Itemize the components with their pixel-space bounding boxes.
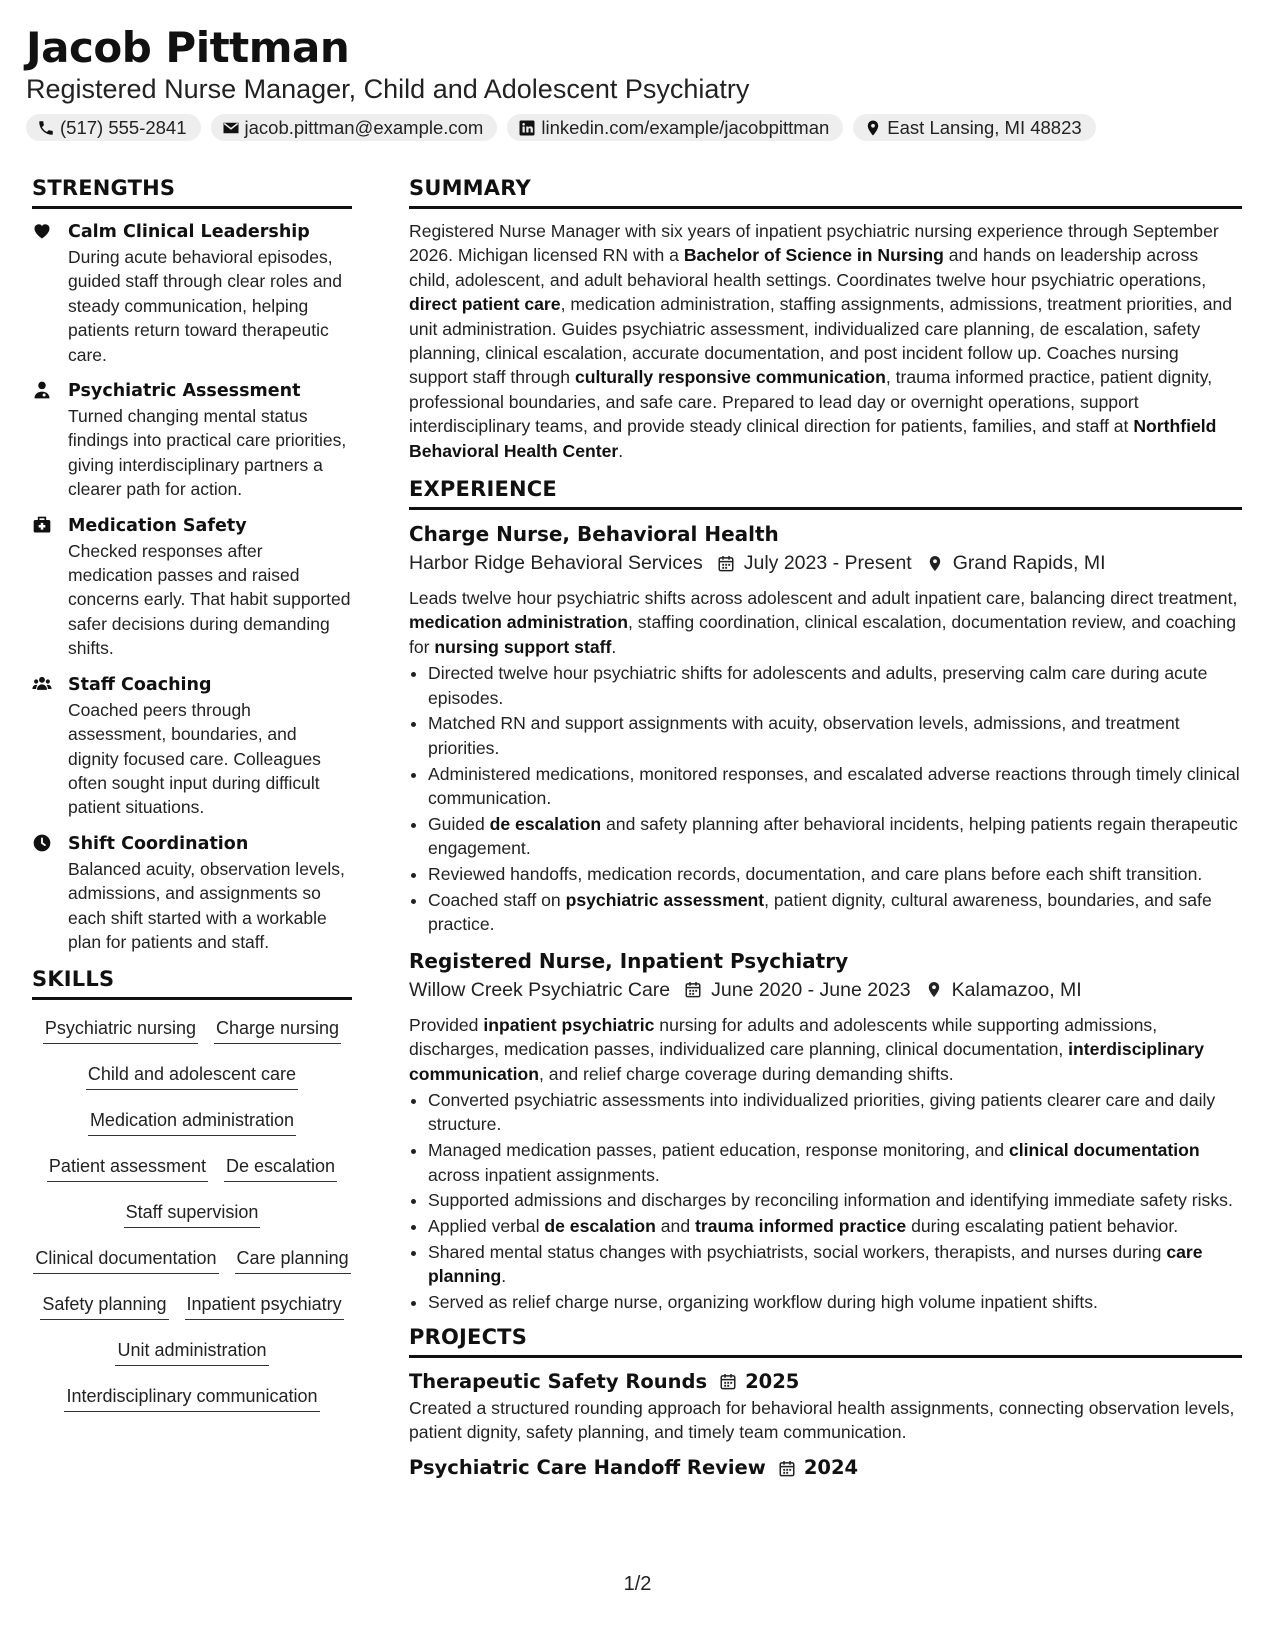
project-year: 2024 [803,1456,859,1480]
strength-text: Turned changing mental status findings into practical care priorities, giving interdisciplinary partners a clearer path for action. [68,406,347,500]
skill-tag: Charge nursing [214,1014,341,1044]
skill-tag: Medication administration [88,1106,296,1136]
project-title: Therapeutic Safety Rounds [409,1369,708,1393]
heart-icon [32,221,52,241]
job-title: Registered Nurse, Inpatient Psychiatry [409,948,849,973]
skills-list [32,1014,352,1428]
page-number: 1/2 [623,1573,652,1595]
project-header [409,1454,1242,1482]
project-entry [409,1368,1242,1445]
job-bullets [409,1088,1242,1315]
strengths-heading: STRENGTHS [32,176,352,209]
strength-item [32,513,352,661]
summary-heading: SUMMARY [409,176,1242,209]
job-bullet: • Supported admissions and discharges by reconciling information and identifying immediate safety risks. [428,1188,1242,1212]
location-icon [864,119,882,137]
strength-title: Calm Clinical Leadership [68,222,310,242]
job-title: Charge Nurse, Behavioral Health [409,522,779,547]
contact-email-text: jacob.pittman@example.com [244,116,484,138]
skill-tag: Staff supervision [124,1198,261,1228]
candidate-name: Jacob Pittman [26,23,350,72]
job-bullet: • Managed medication passes, patient education, response monitoring, and clinical documentation across inpatient assignments. [428,1138,1242,1187]
skill-tag: Inpatient psychiatry [185,1290,344,1320]
job-dates: July 2023 - Present [743,552,912,575]
strength-title: Shift Coordination [68,833,249,854]
skill-tag: Psychiatric nursing [43,1014,198,1044]
strength-text: Balanced acuity, observation levels, admissions, and assignments so each shift started with a workable plan for patients and staff. [68,858,345,952]
experience-heading: EXPERIENCE [409,477,1242,510]
job-entry [409,520,1242,937]
contact-linkedin[interactable] [507,114,843,141]
job-dates: June 2020 - June 2023 [711,978,911,1001]
strength-text: Coached peers through assessment, boundaries, and dignity focused care. Colleagues often sought input during difficult patient situations. [68,699,321,818]
skill-tag: Child and adolescent care [86,1060,298,1090]
job-bullet: • Guided de escalation and safety planning after behavioral incidents, helping patients regain therapeutic engagement. [428,812,1242,861]
skill-tag: Interdisciplinary communication [64,1382,319,1412]
job-bullet: • Directed twelve hour psychiatric shifts for adolescents and adults, preserving calm care during acute episodes. [428,661,1242,710]
skill-tag: De escalation [224,1152,337,1182]
job-entry [409,947,1242,1315]
job-company: Willow Creek Psychiatric Care [409,978,671,1001]
right-column [409,176,1242,1482]
doctor-icon [32,380,52,400]
strength-text: During acute behavioral episodes, guided staff through clear roles and steady communication, helping patients return toward therapeutic care. [68,247,343,365]
job-bullet: • Matched RN and support assignments with acuity, observation levels, admissions, and treatment priorities. [428,711,1242,760]
skill-tag: Care planning [235,1244,351,1274]
location-icon [926,554,944,573]
calendar-icon [778,1459,796,1478]
contact-bar [26,114,1256,141]
linkedin-icon [518,119,536,137]
strength-item [32,831,352,955]
skill-tag: Unit administration [115,1336,268,1366]
contact-email[interactable] [211,114,498,141]
job-bullet: • Shared mental status changes with psychiatrists, social workers, therapists, and nurses during care planning. [428,1240,1242,1289]
job-bullet: • Converted psychiatric assessments into individualized priorities, giving patients clearer care and daily structure. [428,1088,1242,1137]
contact-phone[interactable] [26,114,201,141]
phone-icon [37,119,55,137]
resume-header [26,22,1256,141]
project-year: 2025 [745,1369,800,1393]
users-icon [32,674,52,694]
skill-tag: Safety planning [40,1290,168,1320]
calendar-icon [719,1372,737,1391]
clock-icon [32,833,52,853]
strength-text: Checked responses after medication passes and raised concerns early. That habit supported safer decisions during demanding shifts. [68,540,351,659]
job-bullet: • Applied verbal de escalation and trauma informed practice during escalating patient behavior. [428,1214,1242,1238]
project-description: Created a structured rounding approach for behavioral health assignments, connecting observation levels, patient dignity, safety planning, and timely team communication. [409,1397,1235,1442]
project-header [409,1368,1242,1396]
job-bullet: • Administered medications, monitored responses, and escalated adverse reactions through timely clinical communication. [428,762,1242,811]
job-bullet: • Coached staff on psychiatric assessment, patient dignity, cultural awareness, boundaries, and safe practice. [428,888,1242,937]
job-meta [409,975,1242,1005]
contact-location-text: East Lansing, MI 48823 [887,116,1082,138]
job-bullet: • Served as relief charge nurse, organizing workflow during high volume inpatient shifts. [428,1290,1242,1314]
strength-title: Psychiatric Assessment [68,381,301,402]
job-company: Harbor Ridge Behavioral Services [409,552,703,575]
job-location: Kalamazoo, MI [951,978,1082,1001]
skills-heading: SKILLS [32,967,352,1000]
strength-item [32,672,352,820]
strength-item [32,378,352,502]
job-description: Provided inpatient psychiatric nursing for adults and adolescents while supporting admissions, discharges, medication passes, individualized care planning, clinical documentation, interdisciplinary communication, and relief charge coverage during demanding shifts. [409,1014,1205,1084]
calendar-icon [717,554,735,573]
job-location: Grand Rapids, MI [952,552,1106,575]
strength-item [32,219,352,367]
calendar-icon [684,980,702,999]
job-meta [409,548,1242,578]
job-bullet: • Reviewed handoffs, medication records, documentation, and care plans before each shift transition. [428,862,1242,886]
project-title: Psychiatric Care Handoff Review [409,1456,766,1480]
summary-text: Registered Nurse Manager with six years of inpatient psychiatric nursing experience through September 2026. Michigan licensed RN with a Bachelor of Science in Nursing and hands on leadership across child, adolescent, and adult behavioral health settings. Coordinates twelve hour psychiatric operations, direct patient care, medication administration, staffing assignments, admissions, treatment priorities, and unit administration. Guides psychiatric assessment, individualized care planning, de escalation, safety planning, clinical escalation, accurate documentation, and post incident follow up. Coaches nursing support staff through culturally responsive communication, trauma informed practice, patient dignity, professional boundaries, and safe care. Prepared to lead day or overnight operations, support interdisciplinary teams, and provide steady clinical direction for patients, families, and staff at Northfield Behavioral Health Center. [409,221,1233,461]
contact-linkedin-text: linkedin.com/example/jacobpittman [541,116,830,138]
contact-location[interactable] [853,114,1095,141]
email-icon [222,119,240,137]
medkit-icon [32,515,52,535]
strength-title: Staff Coaching [68,674,212,695]
job-description: Leads twelve hour psychiatric shifts across adolescent and adult inpatient care, balancing direct treatment, medication administration, staffing coordination, clinical escalation, documentation review, and coaching for nursing support staff. [409,588,1238,657]
location-icon [925,980,943,999]
skill-tag: Clinical documentation [33,1244,218,1274]
project-entry [409,1454,1242,1482]
skill-tag: Patient assessment [47,1152,208,1182]
job-bullets [409,661,1242,936]
candidate-title: Registered Nurse Manager, Child and Adolescent Psychiatry [26,74,750,104]
strength-title: Medication Safety [68,515,247,536]
projects-heading: PROJECTS [409,1325,1242,1358]
contact-phone-text: (517) 555-2841 [60,116,187,138]
left-column [32,176,352,1428]
